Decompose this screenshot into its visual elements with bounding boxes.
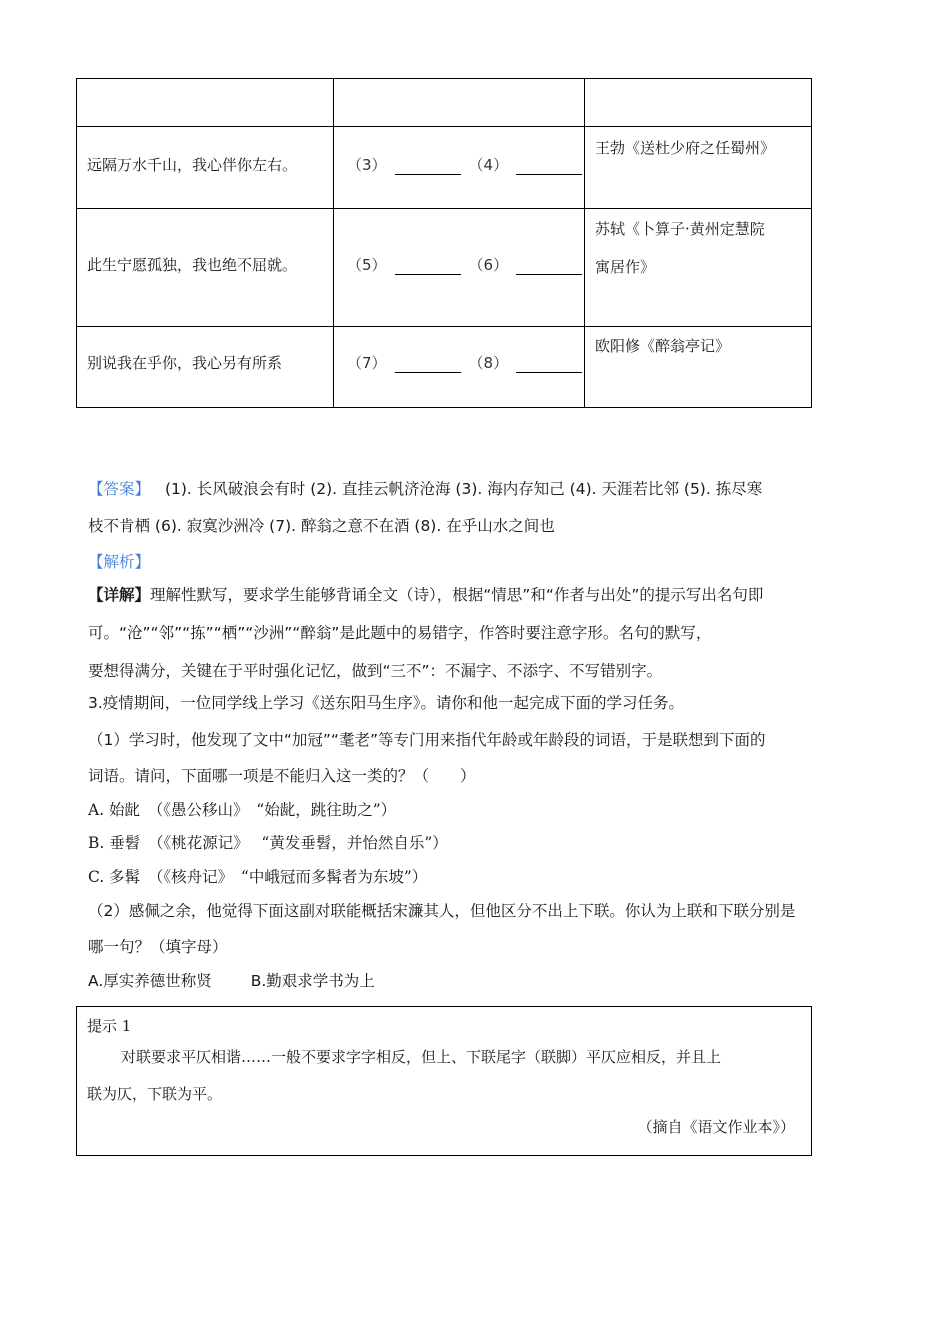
answer-blank[interactable] bbox=[516, 358, 582, 373]
couplet-options bbox=[88, 969, 375, 991]
table-row-divider bbox=[77, 126, 811, 127]
hint-title: 提示 1 bbox=[87, 1017, 132, 1035]
option-a: A. 始龀 （《愚公移山》 “始龀，跳往助之”） bbox=[88, 801, 397, 819]
answer-blank[interactable] bbox=[395, 358, 461, 373]
table-cell-blanks: （5） （6） bbox=[347, 254, 590, 275]
hint-box bbox=[76, 1006, 812, 1156]
table-column-divider bbox=[333, 79, 334, 407]
analysis-line: 可。“沧”“邻”“拣”“栖”“沙洲”“醉翁”是此题中的易错字，作答时要注意字形。名句的默写， bbox=[88, 624, 712, 642]
answer-text: (1). 长风破浪会有时 (2). 直挂云帆济沧海 (3). 海内存知己 (4). 天涯若比邻 (5). 拣尽寒 bbox=[164, 480, 763, 498]
answer-line-cont: 枝不肯栖 (6). 寂寞沙洲冷 (7). 醉翁之意不在酒 (8). 在乎山水之间也 bbox=[88, 517, 555, 535]
couplet-a: A.厚实养德世称贤 bbox=[88, 972, 212, 990]
table-cell-blanks: （7） （8） bbox=[347, 352, 590, 373]
question-2-cont: 哪一句？（填字母） bbox=[88, 938, 228, 956]
analysis-detail bbox=[88, 583, 763, 605]
hint-text-cont: 联为仄，下联为平。 bbox=[87, 1085, 223, 1103]
poetry-table bbox=[76, 78, 812, 408]
analysis-line: 要想得满分，关键在于平时强化记忆，做到“三不”：不漏字、不添字、不写错别字。 bbox=[88, 662, 663, 680]
table-cell-source: 王勃《送杜少府之任蜀州》 bbox=[595, 139, 776, 157]
answer-blank[interactable] bbox=[516, 160, 582, 175]
question-1: （1）学习时，他发现了文中“加冠”“耄老”等专门用来指代年龄或年龄段的词语，于是联想到下面的 bbox=[88, 731, 766, 749]
analysis-label: 【解析】 bbox=[88, 553, 151, 571]
table-row-divider bbox=[77, 208, 811, 209]
table-cell-source: 苏轼《卜算子·黄州定慧院 bbox=[595, 220, 765, 238]
table-cell-feeling: 远隔万水千山，我心伴你左右。 bbox=[87, 156, 298, 174]
answer-label: 【答案】 bbox=[88, 480, 151, 498]
table-cell-source-cont: 寓居作》 bbox=[595, 258, 656, 276]
table-cell-feeling: 别说我在乎你，我心另有所系 bbox=[87, 354, 283, 372]
table-row-divider bbox=[77, 326, 811, 327]
answer-line bbox=[88, 477, 762, 499]
option-c: C. 多髯 （《核舟记》 “中峨冠而多髯者为东坡”） bbox=[88, 868, 428, 886]
answer-blank[interactable] bbox=[395, 160, 461, 175]
question-stem: 3.疫情期间，一位同学线上学习《送东阳马生序》。请你和他一起完成下面的学习任务。 bbox=[88, 694, 685, 712]
table-cell-feeling: 此生宁愿孤独，我也绝不屈就。 bbox=[87, 256, 298, 274]
table-cell-source: 欧阳修《醉翁亭记》 bbox=[595, 337, 731, 355]
hint-text: 对联要求平仄相谐……一般不要求字字相反，但上、下联尾字（联脚）平仄应相反，并且上 bbox=[121, 1048, 722, 1066]
question-1-cont: 词语。请问，下面哪一项是不能归入这一类的？（ ） bbox=[88, 767, 476, 785]
couplet-b: B.勤艰求学书为上 bbox=[250, 972, 375, 990]
question-2: （2）感佩之余，他觉得下面这副对联能概括宋濂其人，但他区分不出上下联。你认为上联和下联分别是 bbox=[88, 902, 796, 920]
table-cell-blanks: （3） （4） bbox=[347, 154, 590, 175]
detail-text: 理解性默写，要求学生能够背诵全文（诗），根据“情思”和“作者与出处”的提示写出名句即 bbox=[150, 586, 764, 604]
answer-blank[interactable] bbox=[516, 260, 582, 275]
option-b: B. 垂髫 （《桃花源记》 “黄发垂髫，并怡然自乐”） bbox=[88, 834, 448, 852]
detail-label: 【详解】 bbox=[88, 586, 151, 604]
hint-source: （摘自《语文作业本》） bbox=[637, 1118, 795, 1136]
answer-blank[interactable] bbox=[395, 260, 461, 275]
